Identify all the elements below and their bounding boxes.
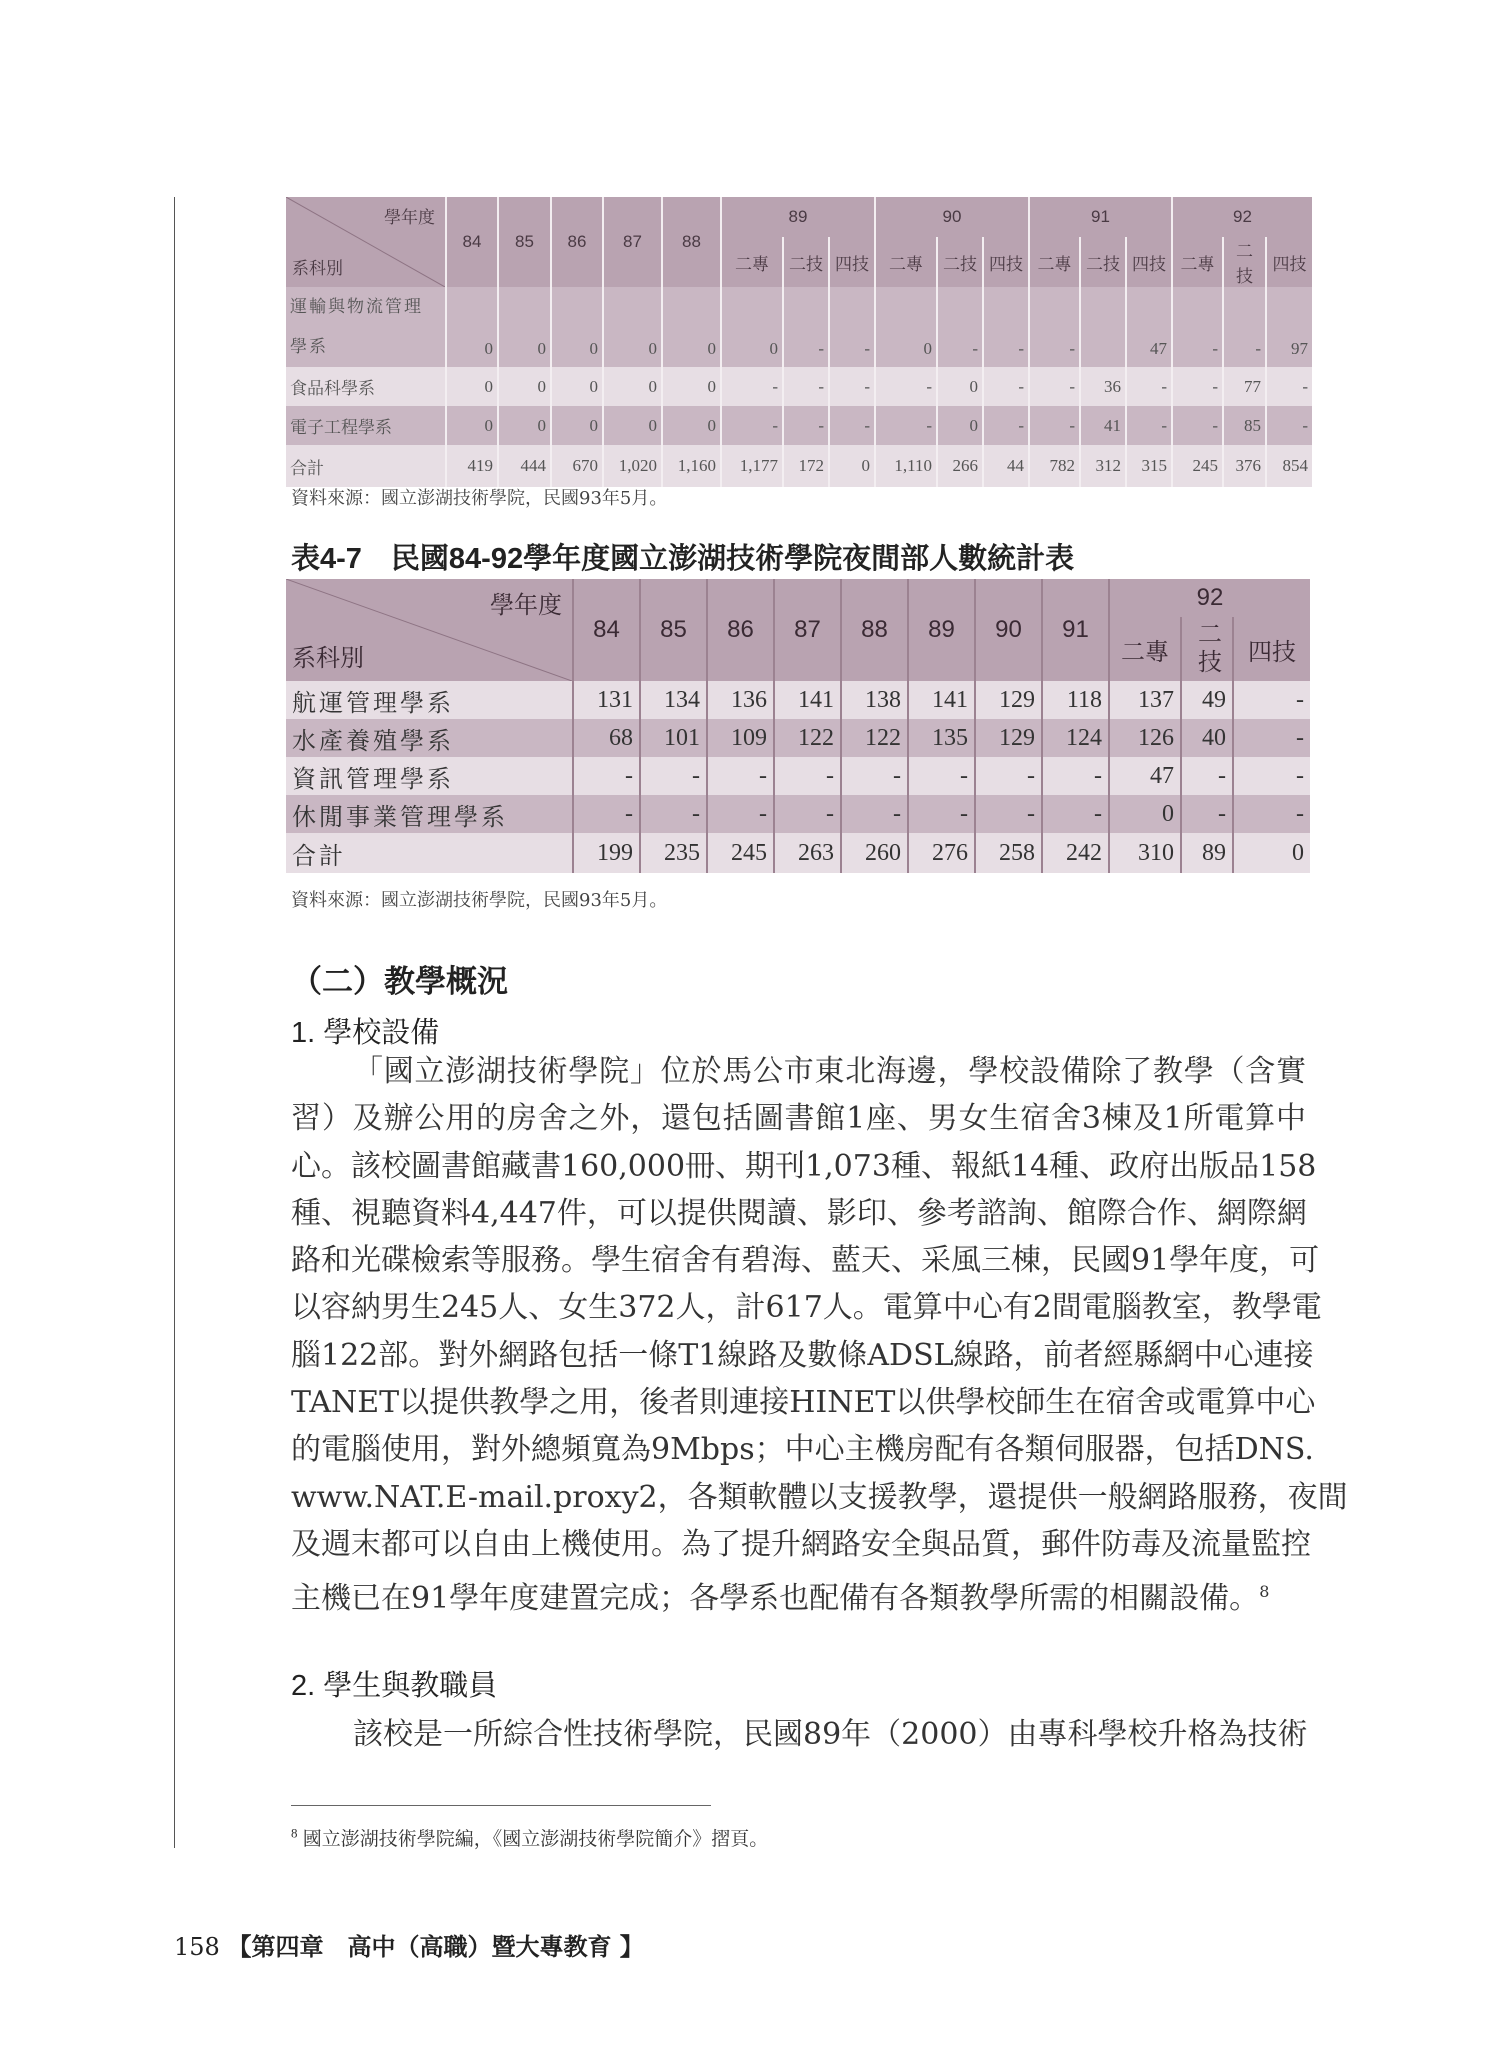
- table-cell: 129: [975, 719, 1042, 757]
- year-header: 90: [975, 579, 1042, 681]
- table-row: [286, 757, 1310, 795]
- text-line: 以容納男生245人、女生372人，計617人。電算中心有2間電腦教室，教學電: [291, 1290, 1322, 1326]
- corner-year-label: 學年度: [384, 208, 435, 227]
- margin-rule: [174, 197, 175, 1848]
- table-cell: 0: [498, 406, 551, 445]
- table-cell: 263: [774, 833, 841, 873]
- table-cell: 77: [1223, 367, 1266, 406]
- table-row: [286, 795, 1310, 833]
- text-line: www.NAT.E-mail.proxy2，各類軟體以支援教學，還提供一般網路服務，夜間: [291, 1479, 1348, 1515]
- table-cell: -: [640, 757, 707, 795]
- table-cell: 0: [1109, 795, 1181, 833]
- table-cell: -: [774, 757, 841, 795]
- table-cell: 36: [1080, 367, 1126, 406]
- table-cell: -: [975, 757, 1042, 795]
- program-subheader: 四技: [1126, 237, 1172, 287]
- table-cell: 0: [551, 287, 603, 367]
- table-cell: 854: [1266, 445, 1312, 487]
- dept-label: 休閒事業管理學系: [292, 804, 508, 831]
- table-cell: 245: [1172, 445, 1223, 487]
- year-header: 85: [640, 579, 707, 681]
- table-cell: 0: [937, 367, 983, 406]
- text-line: 的電腦使用，對外總頻寬為9Mbps；中心主機房配有各類伺服器，包括DNS.: [291, 1432, 1314, 1468]
- table-cell: -: [1233, 795, 1310, 833]
- dept-label: 資訊管理學系: [292, 766, 454, 793]
- table-cell: 68: [573, 719, 640, 757]
- table-cell: 129: [975, 681, 1042, 719]
- table-cell: 0: [446, 287, 498, 367]
- table-cell: 199: [573, 833, 640, 873]
- night-division-table: [286, 579, 1310, 873]
- text-line: TANET以提供教學之用，後者則連接HINET以供學校師生在宿舍或電算中心: [291, 1385, 1316, 1421]
- program-subheader: 二專: [1109, 617, 1181, 681]
- table-cell: -: [774, 795, 841, 833]
- table-cell: -: [983, 367, 1029, 406]
- text-line: 該校是一所綜合性技術學院，民國89年（2000）由專科學校升格為技術: [353, 1717, 1308, 1752]
- table-cell: -: [908, 757, 975, 795]
- table-cell: -: [1126, 406, 1172, 445]
- table-cell: 310: [1109, 833, 1181, 873]
- program-subheader: 二技: [937, 237, 983, 287]
- table-cell: 134: [640, 681, 707, 719]
- dept-label: 航運管理學系: [292, 690, 454, 717]
- table-cell: 97: [1266, 287, 1312, 367]
- table-cell: 141: [774, 681, 841, 719]
- year-header: 88: [662, 197, 721, 287]
- table-row: [286, 367, 1312, 406]
- table-cell: 312: [1080, 445, 1126, 487]
- program-subheader: 二專: [1172, 237, 1223, 287]
- year-header: 87: [774, 579, 841, 681]
- text-line: 心。該校圖書館藏書160,000冊、期刊1,073種、報紙14種、政府出版品158: [291, 1148, 1317, 1184]
- footnote-divider: [291, 1805, 711, 1806]
- table-cell: -: [783, 287, 829, 367]
- table-cell: -: [1223, 287, 1266, 367]
- table-row: [286, 445, 1312, 487]
- table-cell: -: [573, 795, 640, 833]
- table-cell: 1,160: [662, 445, 721, 487]
- corner-dept-label: 系科別: [292, 259, 343, 278]
- table-cell: 0: [937, 406, 983, 445]
- table-cell: 137: [1109, 681, 1181, 719]
- table-cell: 138: [841, 681, 908, 719]
- table-row: [286, 406, 1312, 445]
- table2-title: 表4-7 民國84-92學年度國立澎湖技術學院夜間部人數統計表: [291, 543, 1075, 575]
- table-cell: 124: [1042, 719, 1109, 757]
- table-cell: -: [1233, 719, 1310, 757]
- table-cell: 260: [841, 833, 908, 873]
- year-group-header: 91: [1029, 197, 1172, 237]
- program-subheader: 四技: [829, 237, 875, 287]
- table-cell: 376: [1223, 445, 1266, 487]
- table-cell: -: [829, 287, 875, 367]
- paragraph-facilities: [291, 1048, 1348, 1623]
- table-cell: -: [1172, 287, 1223, 367]
- table-cell: -: [1029, 367, 1080, 406]
- table-cell: 258: [975, 833, 1042, 873]
- year-header: 84: [573, 579, 640, 681]
- page-number: 158: [174, 1933, 220, 1961]
- table-cell: 122: [774, 719, 841, 757]
- table-cell: 444: [498, 445, 551, 487]
- table-cell: 136: [707, 681, 774, 719]
- chapter-title: 【第四章 高中（高職）暨大專教育 】: [227, 1932, 644, 1961]
- table-cell: -: [1181, 795, 1233, 833]
- text-line: 「國立澎湖技術學院」位於馬公市東北海邊，學校設備除了教學（含實: [353, 1054, 1306, 1089]
- footnote-number: 8: [291, 1825, 298, 1841]
- text-line: 路和光碟檢索等服務。學生宿舍有碧海、藍天、采風三棟，民國91學年度，可: [291, 1243, 1320, 1279]
- table-cell: -: [640, 795, 707, 833]
- section-heading: （二）教學概況: [291, 964, 508, 1000]
- table-cell: 0: [603, 406, 662, 445]
- table-cell: 235: [640, 833, 707, 873]
- corner-dept-label: 系科別: [292, 645, 364, 672]
- table-cell: -: [975, 795, 1042, 833]
- year-header: 88: [841, 579, 908, 681]
- footnote-text: 國立澎湖技術學院編，《國立澎湖技術學院簡介》摺頁。: [302, 1829, 769, 1850]
- table-cell: 0: [603, 287, 662, 367]
- table-cell: -: [829, 367, 875, 406]
- table-cell: 89: [1181, 833, 1233, 873]
- program-subheader: 二技: [783, 237, 829, 287]
- table-cell: -: [1029, 406, 1080, 445]
- table-cell: 1,110: [875, 445, 937, 487]
- table-cell: 0: [662, 406, 721, 445]
- table-cell: -: [1266, 406, 1312, 445]
- table-cell: 242: [1042, 833, 1109, 873]
- table-cell: 1,177: [721, 445, 783, 487]
- table-cell: 101: [640, 719, 707, 757]
- table-cell: -: [783, 406, 829, 445]
- table-cell: -: [937, 287, 983, 367]
- table-cell: 49: [1181, 681, 1233, 719]
- table-cell: 245: [707, 833, 774, 873]
- table-corner-header: [286, 579, 573, 681]
- table-cell: -: [1042, 795, 1109, 833]
- table-cell: 85: [1223, 406, 1266, 445]
- dept-label: 運輸與物流管理學系: [290, 297, 423, 356]
- table-cell: -: [841, 757, 908, 795]
- program-subheader: 四技: [1266, 237, 1312, 287]
- footnote: [291, 1824, 768, 1851]
- text-line: 及週末都可以自由上機使用。為了提升網路安全與品質，郵件防毒及流量監控: [291, 1526, 1311, 1562]
- year-header: 85: [498, 197, 551, 287]
- dept-label: 水產養殖學系: [292, 728, 454, 755]
- table-cell: 0: [721, 287, 783, 367]
- table-cell: 0: [551, 367, 603, 406]
- table-cell: 1,020: [603, 445, 662, 487]
- program-subheader: 四技: [1233, 617, 1310, 681]
- table-cell: -: [707, 757, 774, 795]
- table-row: [286, 681, 1310, 719]
- subheading-facilities: 1. 學校設備: [291, 1017, 440, 1049]
- table-cell: -: [1172, 406, 1223, 445]
- table-corner-header: [286, 197, 446, 287]
- table-cell: 0: [829, 445, 875, 487]
- table-cell: 44: [983, 445, 1029, 487]
- table2-source: 資料來源：國立澎湖技術學院，民國93年5月。: [291, 890, 668, 911]
- dept-label: 電子工程學系: [290, 418, 392, 437]
- program-subheader: 二技: [1223, 237, 1266, 287]
- table-cell: 0: [446, 367, 498, 406]
- table-cell: 118: [1042, 681, 1109, 719]
- text-line: 習）及辦公用的房舍之外，還包括圖書館1座、男女生宿舍3棟及1所電算中: [291, 1101, 1306, 1137]
- year-header: 87: [603, 197, 662, 287]
- table-cell: -: [1042, 757, 1109, 795]
- table-cell: 0: [1233, 833, 1310, 873]
- table-cell: -: [875, 406, 937, 445]
- paragraph-students-staff: [291, 1711, 1306, 1758]
- subheading-students-staff: 2. 學生與教職員: [291, 1670, 498, 1702]
- table-cell: -: [1233, 681, 1310, 719]
- year-group-header: 90: [875, 197, 1029, 237]
- table-row: [286, 287, 1312, 367]
- table-cell: -: [721, 406, 783, 445]
- table-cell: 122: [841, 719, 908, 757]
- table-cell: -: [1172, 367, 1223, 406]
- table-cell: 172: [783, 445, 829, 487]
- year-group-header: 92: [1109, 579, 1310, 617]
- table-cell: -: [829, 406, 875, 445]
- table-cell: 0: [603, 367, 662, 406]
- table-cell: 266: [937, 445, 983, 487]
- year-group-header: 92: [1172, 197, 1312, 237]
- table-cell: -: [707, 795, 774, 833]
- dept-label: 合計: [292, 843, 346, 870]
- table-cell: -: [1126, 367, 1172, 406]
- table-cell: 0: [662, 367, 721, 406]
- table-cell: -: [783, 367, 829, 406]
- program-subheader: 二技: [1181, 617, 1233, 681]
- program-subheader: 二專: [1029, 237, 1080, 287]
- table-row: [286, 719, 1310, 757]
- table-cell: -: [1181, 757, 1233, 795]
- table-cell: -: [841, 795, 908, 833]
- corner-year-label: 學年度: [490, 592, 562, 619]
- dept-label: 合計: [290, 458, 324, 478]
- table-cell: 0: [498, 367, 551, 406]
- table1-source: 資料來源：國立澎湖技術學院，民國93年5月。: [291, 488, 668, 509]
- table-cell: -: [1266, 367, 1312, 406]
- text-line: 主機已在91學年度建置完成；各學系也配備有各類教學所需的相關設備。$^8$: [291, 1581, 1270, 1617]
- year-header: 89: [908, 579, 975, 681]
- table-cell: -: [721, 367, 783, 406]
- program-subheader: 四技: [983, 237, 1029, 287]
- table-row: [286, 833, 1310, 873]
- table-cell: -: [983, 287, 1029, 367]
- table-cell: 40: [1181, 719, 1233, 757]
- table-cell: [1080, 287, 1126, 367]
- table-cell: 131: [573, 681, 640, 719]
- table-cell: 670: [551, 445, 603, 487]
- table-cell: -: [1029, 287, 1080, 367]
- program-subheader: 二專: [721, 237, 783, 287]
- table-cell: 782: [1029, 445, 1080, 487]
- table-cell: 0: [446, 406, 498, 445]
- year-group-header: 89: [721, 197, 875, 237]
- table-cell: 135: [908, 719, 975, 757]
- table-cell: 0: [551, 406, 603, 445]
- year-header: 84: [446, 197, 498, 287]
- table-cell: 315: [1126, 445, 1172, 487]
- table-cell: 0: [875, 287, 937, 367]
- table-cell: 47: [1109, 757, 1181, 795]
- table-cell: -: [983, 406, 1029, 445]
- table-cell: 419: [446, 445, 498, 487]
- year-header: 86: [707, 579, 774, 681]
- text-line: 腦122部。對外網路包括一條T1線路及數條ADSL線路，前者經縣網中心連接: [291, 1337, 1314, 1373]
- table-cell: -: [908, 795, 975, 833]
- day-division-table: [286, 197, 1312, 487]
- table-cell: -: [1233, 757, 1310, 795]
- footnote-ref: 8: [1259, 1582, 1270, 1602]
- page-footer: [174, 1927, 644, 1962]
- table-cell: 0: [662, 287, 721, 367]
- table-cell: -: [875, 367, 937, 406]
- year-header: 86: [551, 197, 603, 287]
- table-cell: 141: [908, 681, 975, 719]
- program-subheader: 二技: [1080, 237, 1126, 287]
- table-cell: -: [573, 757, 640, 795]
- text-line: 種、視聽資料4,447件，可以提供閱讀、影印、參考諮詢、館際合作、網際網: [291, 1195, 1307, 1231]
- table-cell: 47: [1126, 287, 1172, 367]
- program-subheader: 二專: [875, 237, 937, 287]
- year-header: 91: [1042, 579, 1109, 681]
- table-cell: 126: [1109, 719, 1181, 757]
- table-cell: 109: [707, 719, 774, 757]
- table-cell: 276: [908, 833, 975, 873]
- dept-label: 食品科學系: [290, 379, 375, 398]
- table-cell: 41: [1080, 406, 1126, 445]
- table-cell: 0: [498, 287, 551, 367]
